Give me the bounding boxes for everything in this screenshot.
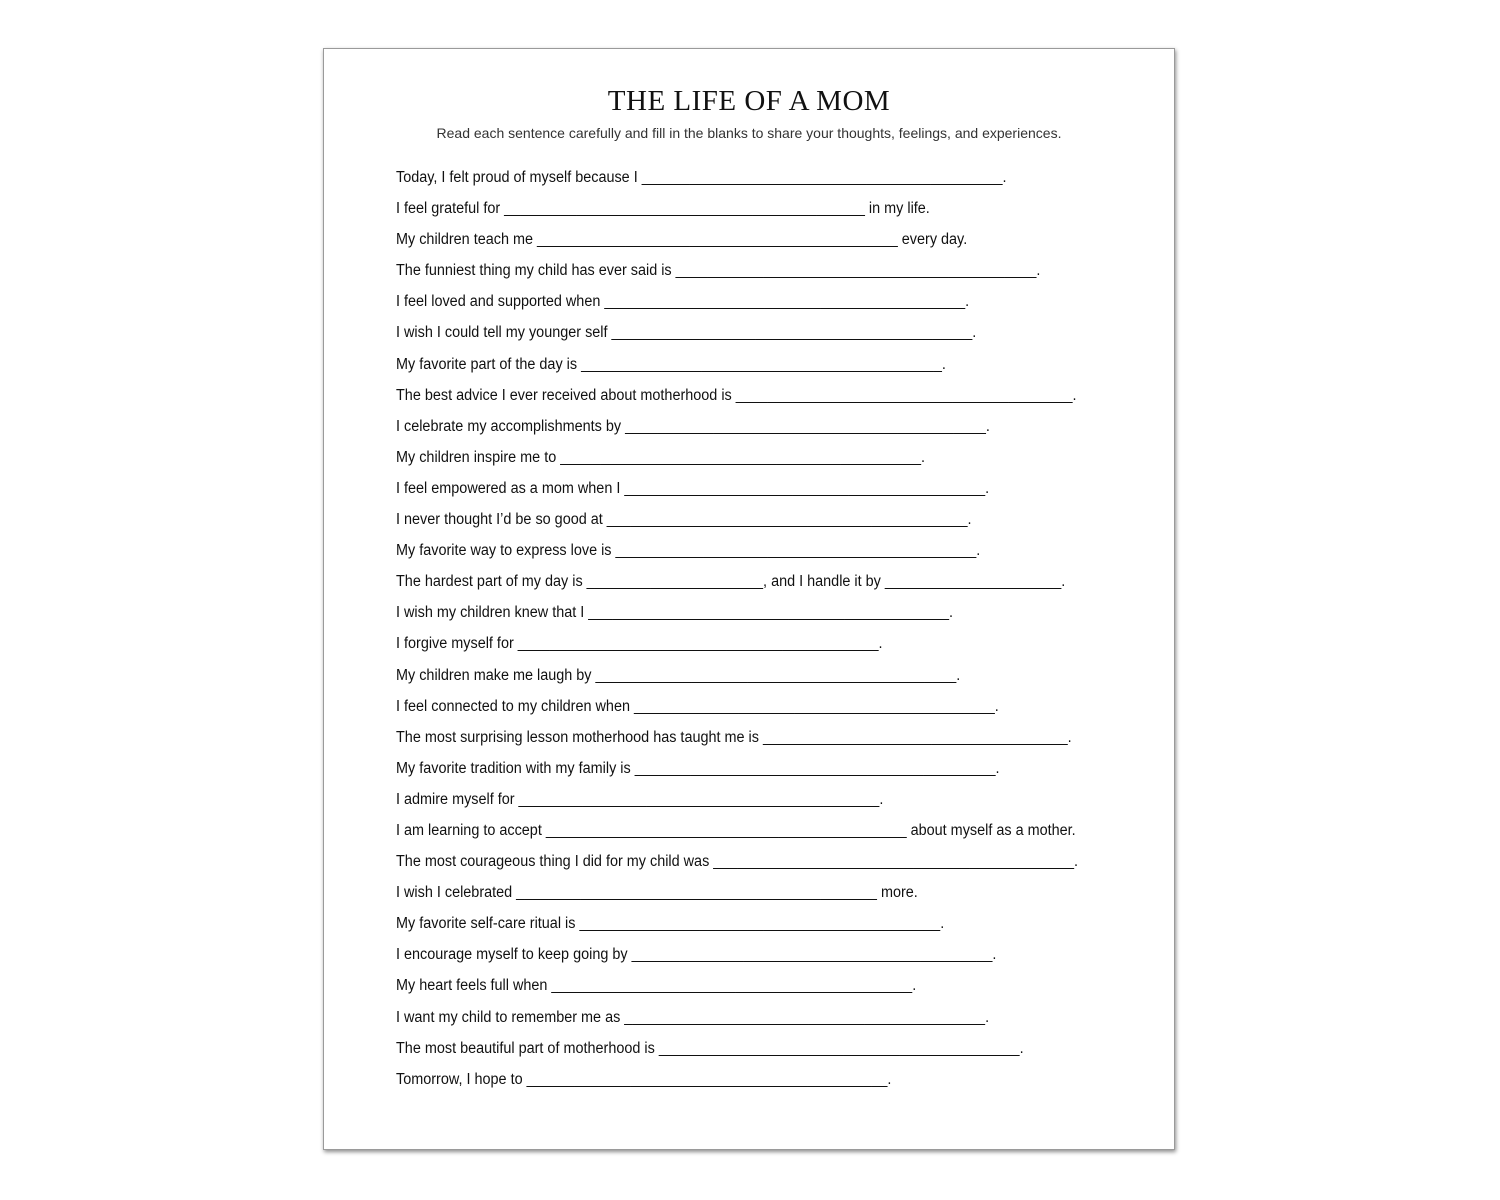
prompt-line: I wish I celebrated _____________________________________________ more. (396, 884, 918, 902)
prompt-line: I never thought I’d be so good at _____________________________________________. (396, 511, 972, 529)
prompt-line: I forgive myself for _____________________________________________. (396, 635, 883, 653)
worksheet-instructions: Read each sentence carefully and fill in the blanks to share your thoughts, feelings, and experiences. (436, 125, 1062, 141)
prompt-line: I want my child to remember me as _____________________________________________. (396, 1008, 990, 1026)
prompt-line: My children teach me _____________________________________________ every day. (396, 231, 968, 249)
prompt-line: Tomorrow, I hope to _____________________________________________. (396, 1070, 892, 1088)
prompt-line: I feel loved and supported when _____________________________________________. (396, 293, 970, 311)
prompt-line: I celebrate my accomplishments by _____________________________________________. (396, 417, 990, 435)
prompt-line: Today, I felt proud of myself because I _____________________________________________. (396, 169, 1007, 186)
prompt-line: My favorite way to express love is _____________________________________________. (396, 542, 981, 560)
prompt-line: The best advice I ever received about motherhood is __________________________________________. (396, 386, 1077, 404)
prompt-line: My favorite self-care ritual is _____________________________________________. (396, 915, 945, 933)
prompt-line: The funniest thing my child has ever said is _____________________________________________. (396, 262, 1041, 280)
prompt-list (396, 162, 1136, 1095)
prompt-line: My children make me laugh by _____________________________________________. (396, 666, 961, 684)
prompt-line: I wish my children knew that I _____________________________________________. (396, 604, 954, 622)
prompt-line: I feel grateful for _____________________________________________ in my life. (396, 200, 930, 218)
worksheet-title: THE LIFE OF A MOM (607, 85, 891, 117)
prompt-line: I feel empowered as a mom when I _____________________________________________. (396, 479, 990, 497)
prompt-line: I am learning to accept _____________________________________________ about myself as a mother. (396, 821, 1076, 839)
worksheet-page (323, 48, 1175, 1150)
prompt-line: My children inspire me to _____________________________________________. (396, 448, 926, 466)
prompt-line: My favorite tradition with my family is _____________________________________________. (396, 759, 1000, 777)
prompt-line: The most courageous thing I did for my child was _____________________________________________. (396, 853, 1079, 871)
prompt-line: I wish I could tell my younger self _____________________________________________. (396, 324, 977, 342)
prompt-line: The hardest part of my day is ______________________, and I handle it by ______________________. (396, 573, 1066, 591)
prompt-line: The most surprising lesson motherhood has taught me is ______________________________________. (396, 728, 1072, 746)
prompt-line: My heart feels full when _____________________________________________. (396, 977, 917, 995)
prompt-line: The most beautiful part of motherhood is _____________________________________________. (396, 1039, 1024, 1057)
prompt-line: I admire myself for _____________________________________________. (396, 790, 884, 808)
prompt-line: My favorite part of the day is _____________________________________________. (396, 355, 946, 373)
prompt-line: I encourage myself to keep going by _____________________________________________. (396, 946, 997, 964)
prompt-line: I feel connected to my children when _____________________________________________. (396, 697, 999, 715)
